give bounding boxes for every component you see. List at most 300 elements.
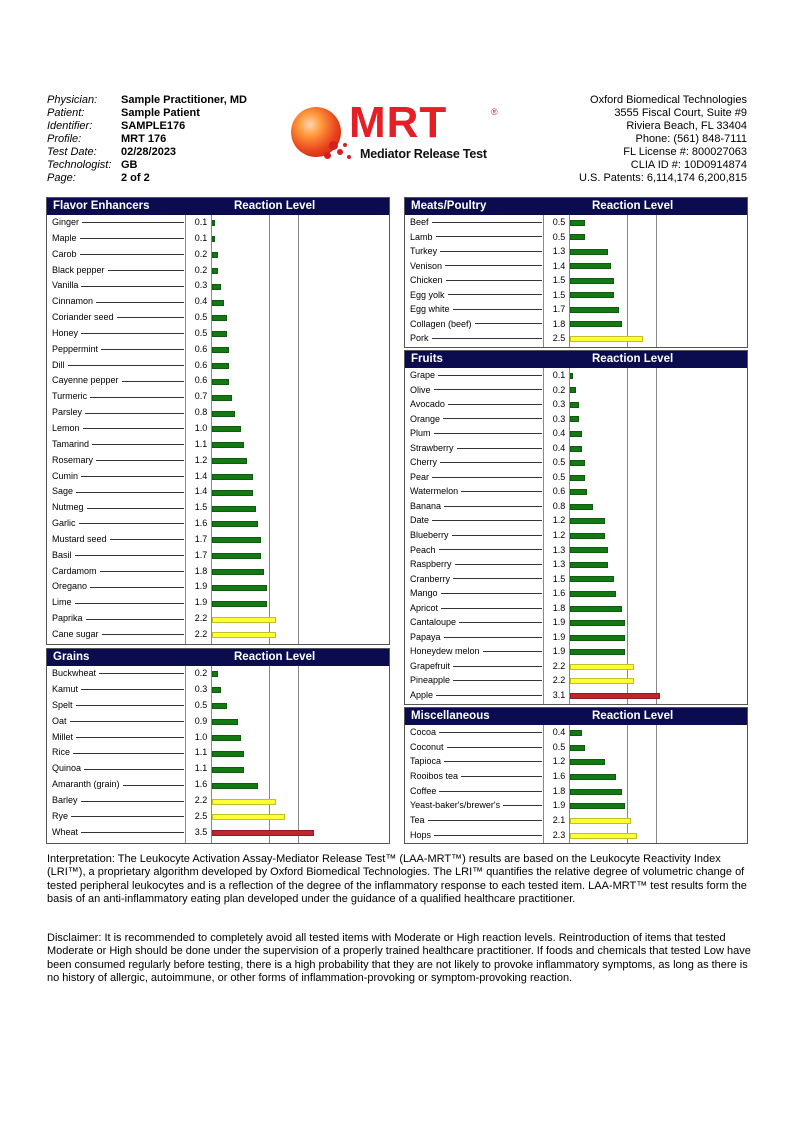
item-name: Date xyxy=(410,515,430,526)
item-name: Cumin xyxy=(52,470,79,481)
reaction-level-header: Reaction Level xyxy=(234,200,316,212)
item-value: 1.7 xyxy=(194,549,208,560)
result-row xyxy=(405,630,747,645)
item-name-cell xyxy=(410,426,542,441)
item-name-cell xyxy=(52,469,184,485)
result-row xyxy=(47,666,389,682)
reaction-bar xyxy=(212,458,247,464)
reaction-bar xyxy=(570,321,622,327)
panel-title: Meats/Poultry xyxy=(411,200,487,212)
reaction-bar xyxy=(212,521,258,527)
leader-line xyxy=(453,680,542,681)
logo-splash-dot xyxy=(337,149,343,155)
reaction-level-header: Reaction Level xyxy=(592,353,674,365)
item-name: Yeast-baker's/brewer's xyxy=(410,800,501,811)
result-row xyxy=(405,455,747,470)
result-row xyxy=(47,389,389,405)
item-name: Cane sugar xyxy=(52,628,99,639)
reaction-bar xyxy=(212,799,276,805)
leader-line xyxy=(75,555,184,556)
result-row xyxy=(405,586,747,601)
item-value: 1.3 xyxy=(552,559,566,570)
item-name: Amaranth (grain) xyxy=(52,779,120,790)
item-name: Raspberry xyxy=(410,559,452,570)
item-name: Lemon xyxy=(52,422,80,433)
result-row xyxy=(405,557,747,572)
leader-line xyxy=(70,721,184,722)
reaction-bar xyxy=(570,220,585,226)
item-value: 0.9 xyxy=(194,715,208,726)
leader-line xyxy=(108,270,184,271)
item-name: Apricot xyxy=(410,602,439,613)
item-name: Tapioca xyxy=(410,756,442,767)
leader-line xyxy=(81,689,184,690)
result-row xyxy=(405,572,747,587)
item-value: 2.2 xyxy=(552,675,566,686)
item-name-cell xyxy=(52,247,184,263)
item-name: Cinnamon xyxy=(52,296,94,307)
item-name-cell xyxy=(52,500,184,516)
item-value: 1.8 xyxy=(194,565,208,576)
item-name: Papaya xyxy=(410,631,441,642)
patient-info-row xyxy=(47,133,247,146)
item-value: 0.5 xyxy=(552,457,566,468)
leader-line xyxy=(86,619,184,620)
item-name: Wheat xyxy=(52,826,79,837)
reaction-bar xyxy=(212,767,244,773)
item-name-cell xyxy=(410,784,542,799)
result-row xyxy=(405,499,747,514)
lab-info-line: Riviera Beach, FL 33404 xyxy=(626,120,747,132)
leader-line xyxy=(80,238,184,239)
leader-line xyxy=(475,323,542,324)
item-name-cell xyxy=(410,302,542,317)
result-row xyxy=(47,627,389,643)
item-value: 1.9 xyxy=(194,597,208,608)
item-name: Egg white xyxy=(410,304,450,314)
item-value: 3.5 xyxy=(194,826,208,837)
item-name: Buckwheat xyxy=(52,668,97,678)
item-name: Coconut xyxy=(410,741,444,752)
reaction-level-header: Reaction Level xyxy=(592,710,674,722)
item-value: 0.7 xyxy=(194,391,208,402)
item-name: Grapefruit xyxy=(410,660,451,671)
panel-body xyxy=(405,725,747,843)
item-name: Mango xyxy=(410,588,438,599)
item-name-cell xyxy=(410,798,542,813)
result-row xyxy=(47,579,389,595)
item-name-cell xyxy=(52,389,184,405)
item-name: Egg yolk xyxy=(410,289,445,300)
item-name-cell xyxy=(410,688,542,703)
leader-line xyxy=(85,413,184,414)
reaction-bar xyxy=(570,562,608,568)
result-row xyxy=(47,745,389,761)
patient-info-label: Technologist: xyxy=(47,159,112,171)
item-name-cell xyxy=(410,813,542,828)
reaction-bar xyxy=(570,475,585,481)
item-value: 0.2 xyxy=(194,264,208,275)
result-row xyxy=(47,215,389,231)
item-name-cell xyxy=(410,397,542,412)
patient-info-value: MRT 176 xyxy=(121,133,167,145)
lab-info-line: Oxford Biomedical Technologies xyxy=(590,94,747,106)
leader-line xyxy=(440,251,542,252)
result-row xyxy=(47,437,389,453)
leader-line xyxy=(459,622,542,623)
logo-registered-mark: ® xyxy=(491,107,498,117)
reaction-level-header: Reaction Level xyxy=(592,200,674,212)
item-name: Millet xyxy=(52,731,74,742)
reaction-bar xyxy=(570,693,660,699)
item-name-cell xyxy=(52,437,184,453)
leader-line xyxy=(81,476,184,477)
panel-body xyxy=(47,215,389,644)
item-value: 0.5 xyxy=(552,741,566,752)
patient-info-value: Sample Patient xyxy=(121,107,200,119)
item-name-cell xyxy=(410,455,542,470)
reaction-bar xyxy=(570,803,625,809)
item-value: 1.9 xyxy=(552,617,566,628)
item-value: 0.6 xyxy=(194,343,208,354)
item-name: Pineapple xyxy=(410,675,451,686)
reaction-bar xyxy=(570,576,614,582)
item-name: Cocoa xyxy=(410,727,437,737)
item-name: Basil xyxy=(52,549,72,560)
item-value: 1.5 xyxy=(552,275,566,285)
leader-line xyxy=(446,280,542,281)
item-name: Pork xyxy=(410,333,429,343)
item-name-cell xyxy=(410,659,542,674)
reaction-bar xyxy=(570,620,625,626)
patient-info-value: 02/28/2023 xyxy=(121,146,177,158)
item-name: Plum xyxy=(410,428,431,439)
reaction-bar xyxy=(570,249,608,255)
item-value: 0.5 xyxy=(552,217,566,227)
leader-line xyxy=(444,761,542,762)
result-row xyxy=(47,342,389,358)
leader-line xyxy=(76,705,184,706)
item-value: 1.2 xyxy=(552,515,566,526)
result-row xyxy=(47,532,389,548)
item-value: 0.5 xyxy=(552,231,566,242)
reaction-bar xyxy=(570,416,579,422)
reaction-bar xyxy=(212,506,256,512)
item-name-cell xyxy=(52,564,184,580)
item-value: 1.2 xyxy=(552,530,566,541)
item-name-cell xyxy=(52,358,184,374)
item-name: Peppermint xyxy=(52,343,99,354)
item-value: 0.4 xyxy=(552,428,566,439)
item-name-cell xyxy=(410,317,542,332)
result-row xyxy=(47,326,389,342)
item-name: Olive xyxy=(410,384,431,395)
leader-line xyxy=(438,375,542,376)
reaction-bar xyxy=(212,719,238,725)
result-row xyxy=(405,601,747,616)
item-name-cell xyxy=(52,373,184,389)
result-row xyxy=(405,673,747,688)
leader-line xyxy=(448,294,542,295)
result-row xyxy=(47,682,389,698)
item-name-cell xyxy=(410,572,542,587)
item-name-cell xyxy=(410,754,542,769)
result-row xyxy=(405,273,747,288)
item-value: 2.5 xyxy=(194,811,208,822)
leader-line xyxy=(123,785,184,786)
leader-line xyxy=(461,776,542,777)
item-name: Lamb xyxy=(410,231,433,242)
leader-line xyxy=(428,820,542,821)
item-value: 1.5 xyxy=(552,573,566,584)
reaction-bar xyxy=(570,336,643,342)
item-name-cell xyxy=(52,405,184,421)
item-name-cell xyxy=(52,421,184,437)
item-name: Turkey xyxy=(410,246,438,256)
item-name-cell xyxy=(410,543,542,558)
item-name-cell xyxy=(410,288,542,303)
item-value: 1.0 xyxy=(194,731,208,742)
item-value: 1.5 xyxy=(194,502,208,513)
result-row xyxy=(405,813,747,828)
patient-info-label: Page: xyxy=(47,172,76,184)
result-row xyxy=(47,714,389,730)
item-name: Paprika xyxy=(52,613,83,624)
item-name-cell xyxy=(410,586,542,601)
item-value: 1.2 xyxy=(552,756,566,767)
item-name: Lime xyxy=(52,597,72,608)
leader-line xyxy=(448,404,542,405)
reaction-bar xyxy=(570,789,622,795)
leader-line xyxy=(117,317,184,318)
item-name-cell xyxy=(410,630,542,645)
reaction-bar xyxy=(212,220,215,226)
patient-info-label: Profile: xyxy=(47,133,82,145)
patient-info-value: 2 of 2 xyxy=(121,172,150,184)
patient-info-row xyxy=(47,172,247,185)
result-row xyxy=(47,595,389,611)
leader-line xyxy=(457,448,542,449)
item-name-cell xyxy=(52,793,184,809)
item-name: Honeydew melon xyxy=(410,646,480,657)
item-name-cell xyxy=(52,698,184,714)
panel-header xyxy=(405,708,747,725)
reaction-bar xyxy=(570,292,614,298)
item-value: 0.2 xyxy=(194,668,208,678)
reaction-bar xyxy=(212,331,227,337)
reaction-bar xyxy=(570,606,622,612)
reaction-bar xyxy=(570,678,634,684)
item-value: 0.6 xyxy=(552,486,566,497)
leader-line xyxy=(447,747,542,748)
result-row xyxy=(405,798,747,813)
item-name-cell xyxy=(410,273,542,288)
leader-line xyxy=(432,222,542,223)
item-name: Cherry xyxy=(410,457,438,468)
item-name-cell xyxy=(52,453,184,469)
reaction-bar xyxy=(212,395,232,401)
result-row xyxy=(47,469,389,485)
item-value: 1.9 xyxy=(552,646,566,657)
reaction-bar xyxy=(212,703,227,709)
item-name-cell xyxy=(410,528,542,543)
leader-line xyxy=(443,418,542,419)
item-name-cell xyxy=(52,666,184,682)
item-value: 0.4 xyxy=(194,296,208,307)
item-name: Avocado xyxy=(410,399,445,410)
result-row xyxy=(405,259,747,274)
result-row xyxy=(405,740,747,755)
leader-line xyxy=(434,835,542,836)
logo-title: MRT xyxy=(349,98,448,147)
leader-line xyxy=(452,535,542,536)
result-row xyxy=(405,317,747,332)
reaction-bar xyxy=(570,533,605,539)
logo-splash-dot xyxy=(347,155,351,159)
reaction-bar xyxy=(212,553,261,559)
item-name: Honey xyxy=(52,327,79,338)
item-value: 0.2 xyxy=(194,248,208,259)
item-name-cell xyxy=(52,825,184,841)
reaction-bar xyxy=(570,504,593,510)
result-row xyxy=(405,244,747,259)
panel-header xyxy=(47,649,389,666)
item-name: Chicken xyxy=(410,275,443,285)
reaction-bar xyxy=(570,387,576,393)
item-name: Tamarind xyxy=(52,438,90,449)
item-name-cell xyxy=(410,499,542,514)
patient-info-row xyxy=(47,94,247,107)
item-value: 0.4 xyxy=(552,442,566,453)
item-name: Kamut xyxy=(52,683,79,694)
item-name-cell xyxy=(52,627,184,643)
item-value: 0.3 xyxy=(552,413,566,424)
leader-line xyxy=(102,634,184,635)
reaction-bar xyxy=(212,617,276,623)
leader-line xyxy=(81,832,184,833)
reaction-bar xyxy=(212,632,276,638)
item-value: 1.3 xyxy=(552,544,566,555)
logo-splash-dot xyxy=(343,143,347,147)
reaction-bar xyxy=(212,442,244,448)
item-name-cell xyxy=(52,595,184,611)
reaction-bar xyxy=(212,569,264,575)
item-value: 2.1 xyxy=(552,815,566,826)
result-row xyxy=(405,644,747,659)
result-row xyxy=(47,825,389,841)
reaction-bar xyxy=(212,783,258,789)
item-name-cell xyxy=(410,368,542,383)
leader-line xyxy=(503,805,542,806)
reaction-bar xyxy=(570,635,625,641)
item-name: Black pepper xyxy=(52,264,105,275)
item-value: 1.1 xyxy=(194,438,208,449)
item-value: 0.5 xyxy=(194,699,208,710)
result-row xyxy=(405,484,747,499)
result-row xyxy=(405,543,747,558)
item-name-cell xyxy=(52,548,184,564)
result-row xyxy=(405,528,747,543)
item-value: 0.8 xyxy=(552,500,566,511)
reaction-bar xyxy=(570,591,616,597)
reaction-bar xyxy=(570,489,587,495)
panel-body xyxy=(405,215,747,347)
panel-body xyxy=(47,666,389,843)
item-name-cell xyxy=(410,828,542,843)
result-row xyxy=(47,548,389,564)
item-value: 0.6 xyxy=(194,375,208,386)
reaction-bar xyxy=(212,379,229,385)
leader-line xyxy=(432,338,542,339)
result-row xyxy=(405,302,747,317)
leader-line xyxy=(444,637,542,638)
result-row xyxy=(405,368,747,383)
item-value: 2.3 xyxy=(552,829,566,840)
leader-line xyxy=(83,428,184,429)
panel-title: Grains xyxy=(53,651,90,663)
lab-info xyxy=(579,94,747,185)
panel-body xyxy=(405,368,747,704)
item-name: Quinoa xyxy=(52,763,82,774)
item-name: Vanilla xyxy=(52,280,79,291)
leader-line xyxy=(101,349,184,350)
item-name-cell xyxy=(410,244,542,259)
item-name: Spelt xyxy=(52,699,73,710)
reaction-bar xyxy=(570,547,608,553)
item-value: 0.1 xyxy=(552,370,566,380)
reaction-bar xyxy=(570,263,611,269)
reaction-bar xyxy=(212,735,241,741)
result-row xyxy=(405,470,747,485)
result-row xyxy=(405,412,747,427)
leader-line xyxy=(110,539,184,540)
item-name-cell xyxy=(410,412,542,427)
item-name-cell xyxy=(410,331,542,346)
reaction-bar xyxy=(212,490,253,496)
reaction-bar xyxy=(570,373,573,379)
leader-line xyxy=(440,462,542,463)
leader-line xyxy=(81,286,184,287)
item-name-cell xyxy=(52,263,184,279)
item-value: 2.2 xyxy=(194,628,208,639)
item-name-cell xyxy=(52,730,184,746)
item-value: 1.9 xyxy=(552,631,566,642)
item-name-cell xyxy=(410,740,542,755)
patient-info-label: Patient: xyxy=(47,107,85,119)
reaction-bar xyxy=(212,347,229,353)
reaction-bar xyxy=(570,745,585,751)
item-name-cell xyxy=(52,278,184,294)
item-name: Rosemary xyxy=(52,454,94,465)
item-value: 1.5 xyxy=(552,289,566,300)
panel-header xyxy=(405,198,747,215)
result-row xyxy=(47,310,389,326)
leader-line xyxy=(90,397,184,398)
lab-info-line: U.S. Patents: 6,114,174 6,200,815 xyxy=(579,172,747,184)
result-row xyxy=(405,288,747,303)
item-name-cell xyxy=(410,259,542,274)
result-row xyxy=(405,441,747,456)
result-row xyxy=(405,383,747,398)
reaction-bar xyxy=(570,818,631,824)
reaction-bar xyxy=(212,671,218,677)
item-name: Coriander seed xyxy=(52,312,114,323)
reaction-bar xyxy=(570,460,585,466)
lab-info-line: CLIA ID #: 10D0914874 xyxy=(630,159,747,171)
item-name-cell xyxy=(52,809,184,825)
item-value: 1.6 xyxy=(552,771,566,782)
item-name: Watermelon xyxy=(410,486,459,497)
